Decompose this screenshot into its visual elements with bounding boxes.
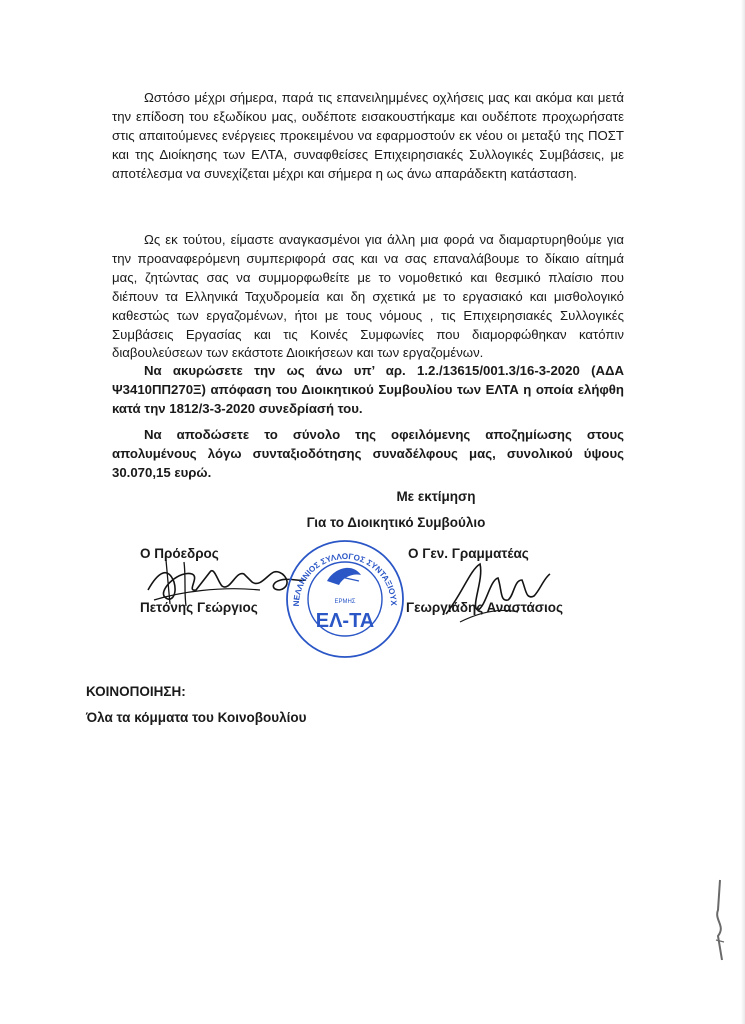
secretary-name: Γεωργιάδης Αναστάσιος xyxy=(406,600,564,615)
secretary-signature xyxy=(440,550,560,630)
demand-paragraph-1 xyxy=(112,362,624,419)
stamp-ring-text: ΠΑΝΕΛΛΗΝΙΟΣ ΣΥΛΛΟΓΟΣ ΣΥΝΤΑΞΙΟΥΧΩΝ xyxy=(279,530,399,607)
board-line: Για το Διοικητικό Συμβούλιο xyxy=(306,515,486,530)
notification-recipients: Όλα τα κόμματα του Κοινοβουλίου xyxy=(86,710,307,725)
paragraph-text: Να ακυρώσετε την ως άνω υπ’ αρ. 1.2./13615/001.3/16-3-2020 (ΑΔΑ Ψ3410ΠΠ270Ξ) απόφαση του Διοικητικού Συμβουλίου των ΕΛΤΑ η οποία ελήφθη κατά την 1812/3-3-2020 συνεδρίασή του. xyxy=(112,363,624,416)
stamp-small-text: ΕΡΜΗΣ xyxy=(334,599,356,605)
letter-paragraph-1 xyxy=(112,89,624,184)
letter-paragraph-2 xyxy=(112,231,624,363)
paragraph-text: Ωστόσο μέχρι σήμερα, παρά τις επανειλημμένες οχλήσεις μας και ακόμα και μετά την επίδοση του εξωδίκου μας, ουδέποτε εισακουστήκαμε και ουδέποτε προχωρήσατε στις απαιτούμενες ενέργειες προκειμένου να εφαρμοστούν εκ νέου οι μεταξύ της ΠΟΣΤ και της Διοίκησης των ΕΛΤΑ, συναφθείσες Επιχειρησιακές Συλλογικές Συμβάσεις, με αποτέλεσμα να συνεχίζεται μέχρι και σήμερα η ως άνω απαράδεκτη κατάσταση. xyxy=(112,90,624,181)
demand-paragraph-2 xyxy=(112,426,624,483)
scan-edge xyxy=(741,0,745,1024)
margin-ink-mark xyxy=(700,880,740,960)
union-stamp xyxy=(279,530,407,659)
paragraph-text: Ως εκ τούτου, είμαστε αναγκασμένοι για άλλη μια φορά να διαμαρτυρηθούμε για την προαναφερόμενη συμπεριφορά σας και να σας επαναλάβουμε το δίκαιο αίτημά μας, ζητώντας σας να συμμορφωθείτε με το νομοθετικό και θεσμικό πλαίσιο που διέπουν τα Ελληνικά Ταχυδρομεία και δη σχετικά με το εργασιακό και μισθολογικό καθεστώς των εργαζομένων, ήτοι με τους νόμους , τις Επιχειρησιακές Συλλογικές Συμβάσεις Εργασίας και τις Κοινές Συμφωνίες που διαμορφώθηκαν κατόπιν διαβουλεύσεων των εκάστοτε Διοικήσεων και των εργαζομένων. xyxy=(112,232,624,361)
notification-heading: ΚΟΙΝΟΠΟΙΗΣΗ: xyxy=(86,684,186,699)
closing-line: Με εκτίμηση xyxy=(396,489,476,504)
secretary-title: Ο Γεν. Γραμματέας xyxy=(408,546,529,561)
paragraph-text: Να αποδώσετε το σύνολο της οφειλόμενης αποζημίωσης στους απολυμένους λόγω συνταξιοδότησης συναδέλφους μας, συνολικού ύψους 30.070,15 ευρώ. xyxy=(112,427,624,480)
president-title: Ο Πρόεδρος xyxy=(140,546,219,561)
stamp-logo-text: ΕΛ-ΤΑ xyxy=(315,610,375,632)
president-name: Πετόνης Γεώργιος xyxy=(140,600,258,615)
